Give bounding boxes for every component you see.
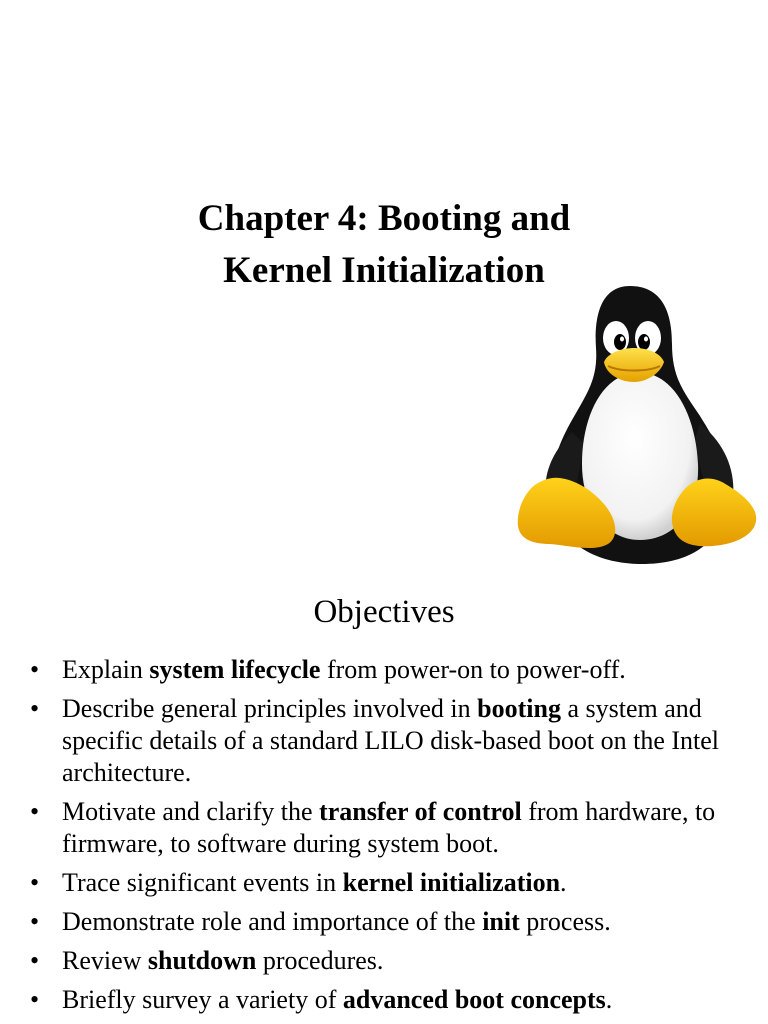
bullet-text-post: from hardware, to firmware, to software during system boot. bbox=[62, 797, 716, 858]
bullet-text-pre: Review bbox=[62, 946, 148, 975]
title-line-2: Kernel Initialization bbox=[223, 250, 545, 291]
list-item bbox=[30, 654, 760, 686]
bullet-text-bold: transfer of control bbox=[319, 797, 522, 826]
bullet-text-pre: Demonstrate role and importance of the bbox=[62, 907, 483, 936]
list-item bbox=[30, 906, 760, 938]
bullet-text-bold: shutdown bbox=[147, 946, 257, 975]
bullet-text-pre: Explain bbox=[62, 655, 150, 684]
bullet-glyph: • bbox=[30, 946, 40, 975]
bullet-text-post: procedures. bbox=[256, 946, 384, 975]
bullet-text-post: a system and specific details of a standard LILO disk-based boot on the Intel architecture. bbox=[62, 694, 720, 787]
bullet-text-pre: Motivate and clarify the bbox=[62, 797, 320, 826]
bullet-glyph: • bbox=[30, 655, 40, 684]
bullet-text-pre: Briefly survey a variety of bbox=[62, 985, 343, 1014]
bullet-glyph: • bbox=[30, 907, 40, 936]
bullet-text-bold: advanced boot concepts bbox=[342, 985, 606, 1014]
bullet-text-post: process. bbox=[519, 907, 611, 936]
bullet-text-post: . bbox=[560, 868, 567, 897]
bullet-text-bold: kernel initialization bbox=[342, 868, 561, 897]
bullet-glyph: • bbox=[30, 694, 40, 723]
bullet-text-bold: system lifecycle bbox=[149, 655, 321, 684]
list-item bbox=[30, 984, 760, 1016]
bullet-text-pre: Trace significant events in bbox=[62, 868, 343, 897]
bullet-glyph: • bbox=[30, 985, 40, 1014]
bullet-text-bold: init bbox=[482, 907, 520, 936]
list-item bbox=[30, 867, 760, 899]
tux-penguin-icon bbox=[512, 282, 762, 574]
bullet-text-post: from power-on to power-off. bbox=[320, 655, 626, 684]
bullet-text-pre: Describe general principles involved in bbox=[62, 694, 478, 723]
title-line-1: Chapter 4: Booting and bbox=[197, 198, 571, 239]
objectives-list bbox=[30, 654, 760, 1023]
objectives-heading: Objectives bbox=[313, 594, 455, 630]
list-item bbox=[30, 693, 760, 789]
list-item bbox=[30, 796, 760, 860]
bullet-glyph: • bbox=[30, 868, 40, 897]
bullet-glyph: • bbox=[30, 797, 40, 826]
bullet-text-bold: booting bbox=[477, 694, 561, 723]
list-item bbox=[30, 945, 760, 977]
bullet-text-post: . bbox=[605, 985, 613, 1014]
